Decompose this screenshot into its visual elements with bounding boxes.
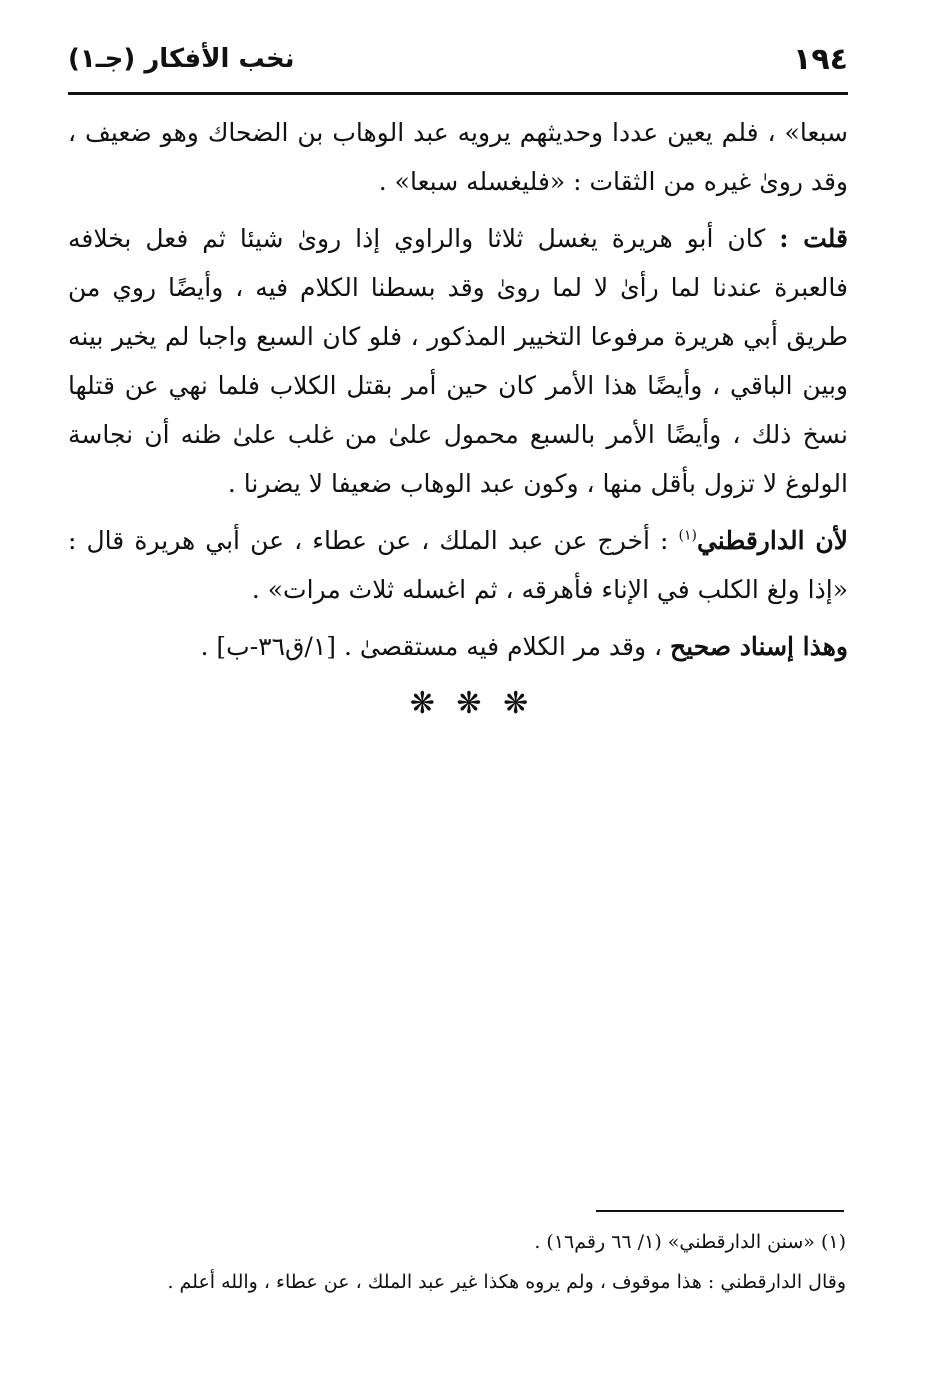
paragraph-2-text: كان أبو هريرة يغسل ثلاثا والراوي إذا روىٰ شيئا ثم فعل بخلافه فالعبرة عندنا لما رأىٰ لا لما روىٰ وقد بسطنا الكلام فيه ، وأيضًا روي من طريق أبي هريرة مرفوعا التخيير المذكور ، فلو كان السبع واجبا لم يخير بينه وبين الباقي ، وأيضًا هذا الأمر كان حين أمر بقتل الكلاب فلما نهي عن قتلها نسخ ذلك ، وأيضًا الأمر بالسبع محمول علىٰ من غلب علىٰ ظنه أن نجاسة الولوغ لا تزول بأقل منها ، وكون عبد الوهاب ضعيفا لا يضرنا . [68, 224, 848, 498]
header-rule [68, 92, 848, 95]
paragraph-2 [68, 214, 848, 508]
footnote-ref-1: (١) [678, 527, 697, 544]
footnotes [68, 1222, 846, 1302]
page-number: ١٩٤ [793, 42, 848, 77]
paragraph-1-text: سبعا» ، فلم يعين عددا وحديثهم يرويه عبد الوهاب بن الضحاك وهو ضعيف ، وقد روىٰ غيره من الثقات : «فليغسله سبعا» . [68, 118, 848, 196]
footnote-rule [596, 1210, 844, 1212]
paragraph-1 [68, 108, 848, 206]
running-title: نخب الأفكار (جـ١) [68, 44, 295, 74]
paragraph-4-lead: وهذا إسناد صحيح [670, 632, 848, 661]
paragraph-4 [68, 622, 848, 671]
paragraph-4-text: ، وقد مر الكلام فيه مستقصىٰ . [١/ق٣٦-ب] . [200, 632, 671, 661]
paragraph-2-lead: قلت : [779, 224, 848, 253]
footnote-1-continued: وقال الدارقطني : هذا موقوف ، ولم يروه هكذا غير عبد الملك ، عن عطاء ، والله أعلم . [167, 1271, 846, 1293]
paragraph-3-lead: لأن الدارقطني [696, 526, 848, 555]
main-text [68, 108, 848, 679]
paragraph-3-text: : أخرج عن عبد الملك ، عن عطاء ، عن أبي هريرة قال : «إذا ولغ الكلب في الإناء فأهرقه ، ثم اغسله ثلاث مرات» . [68, 526, 848, 604]
section-separator: ❋ ❋ ❋ [409, 686, 535, 721]
footnote-1: (١) «سنن الدارقطني» (١/ ٦٦ رقم١٦) . [534, 1231, 846, 1253]
paragraph-3 [68, 516, 848, 614]
page-header [68, 36, 848, 92]
